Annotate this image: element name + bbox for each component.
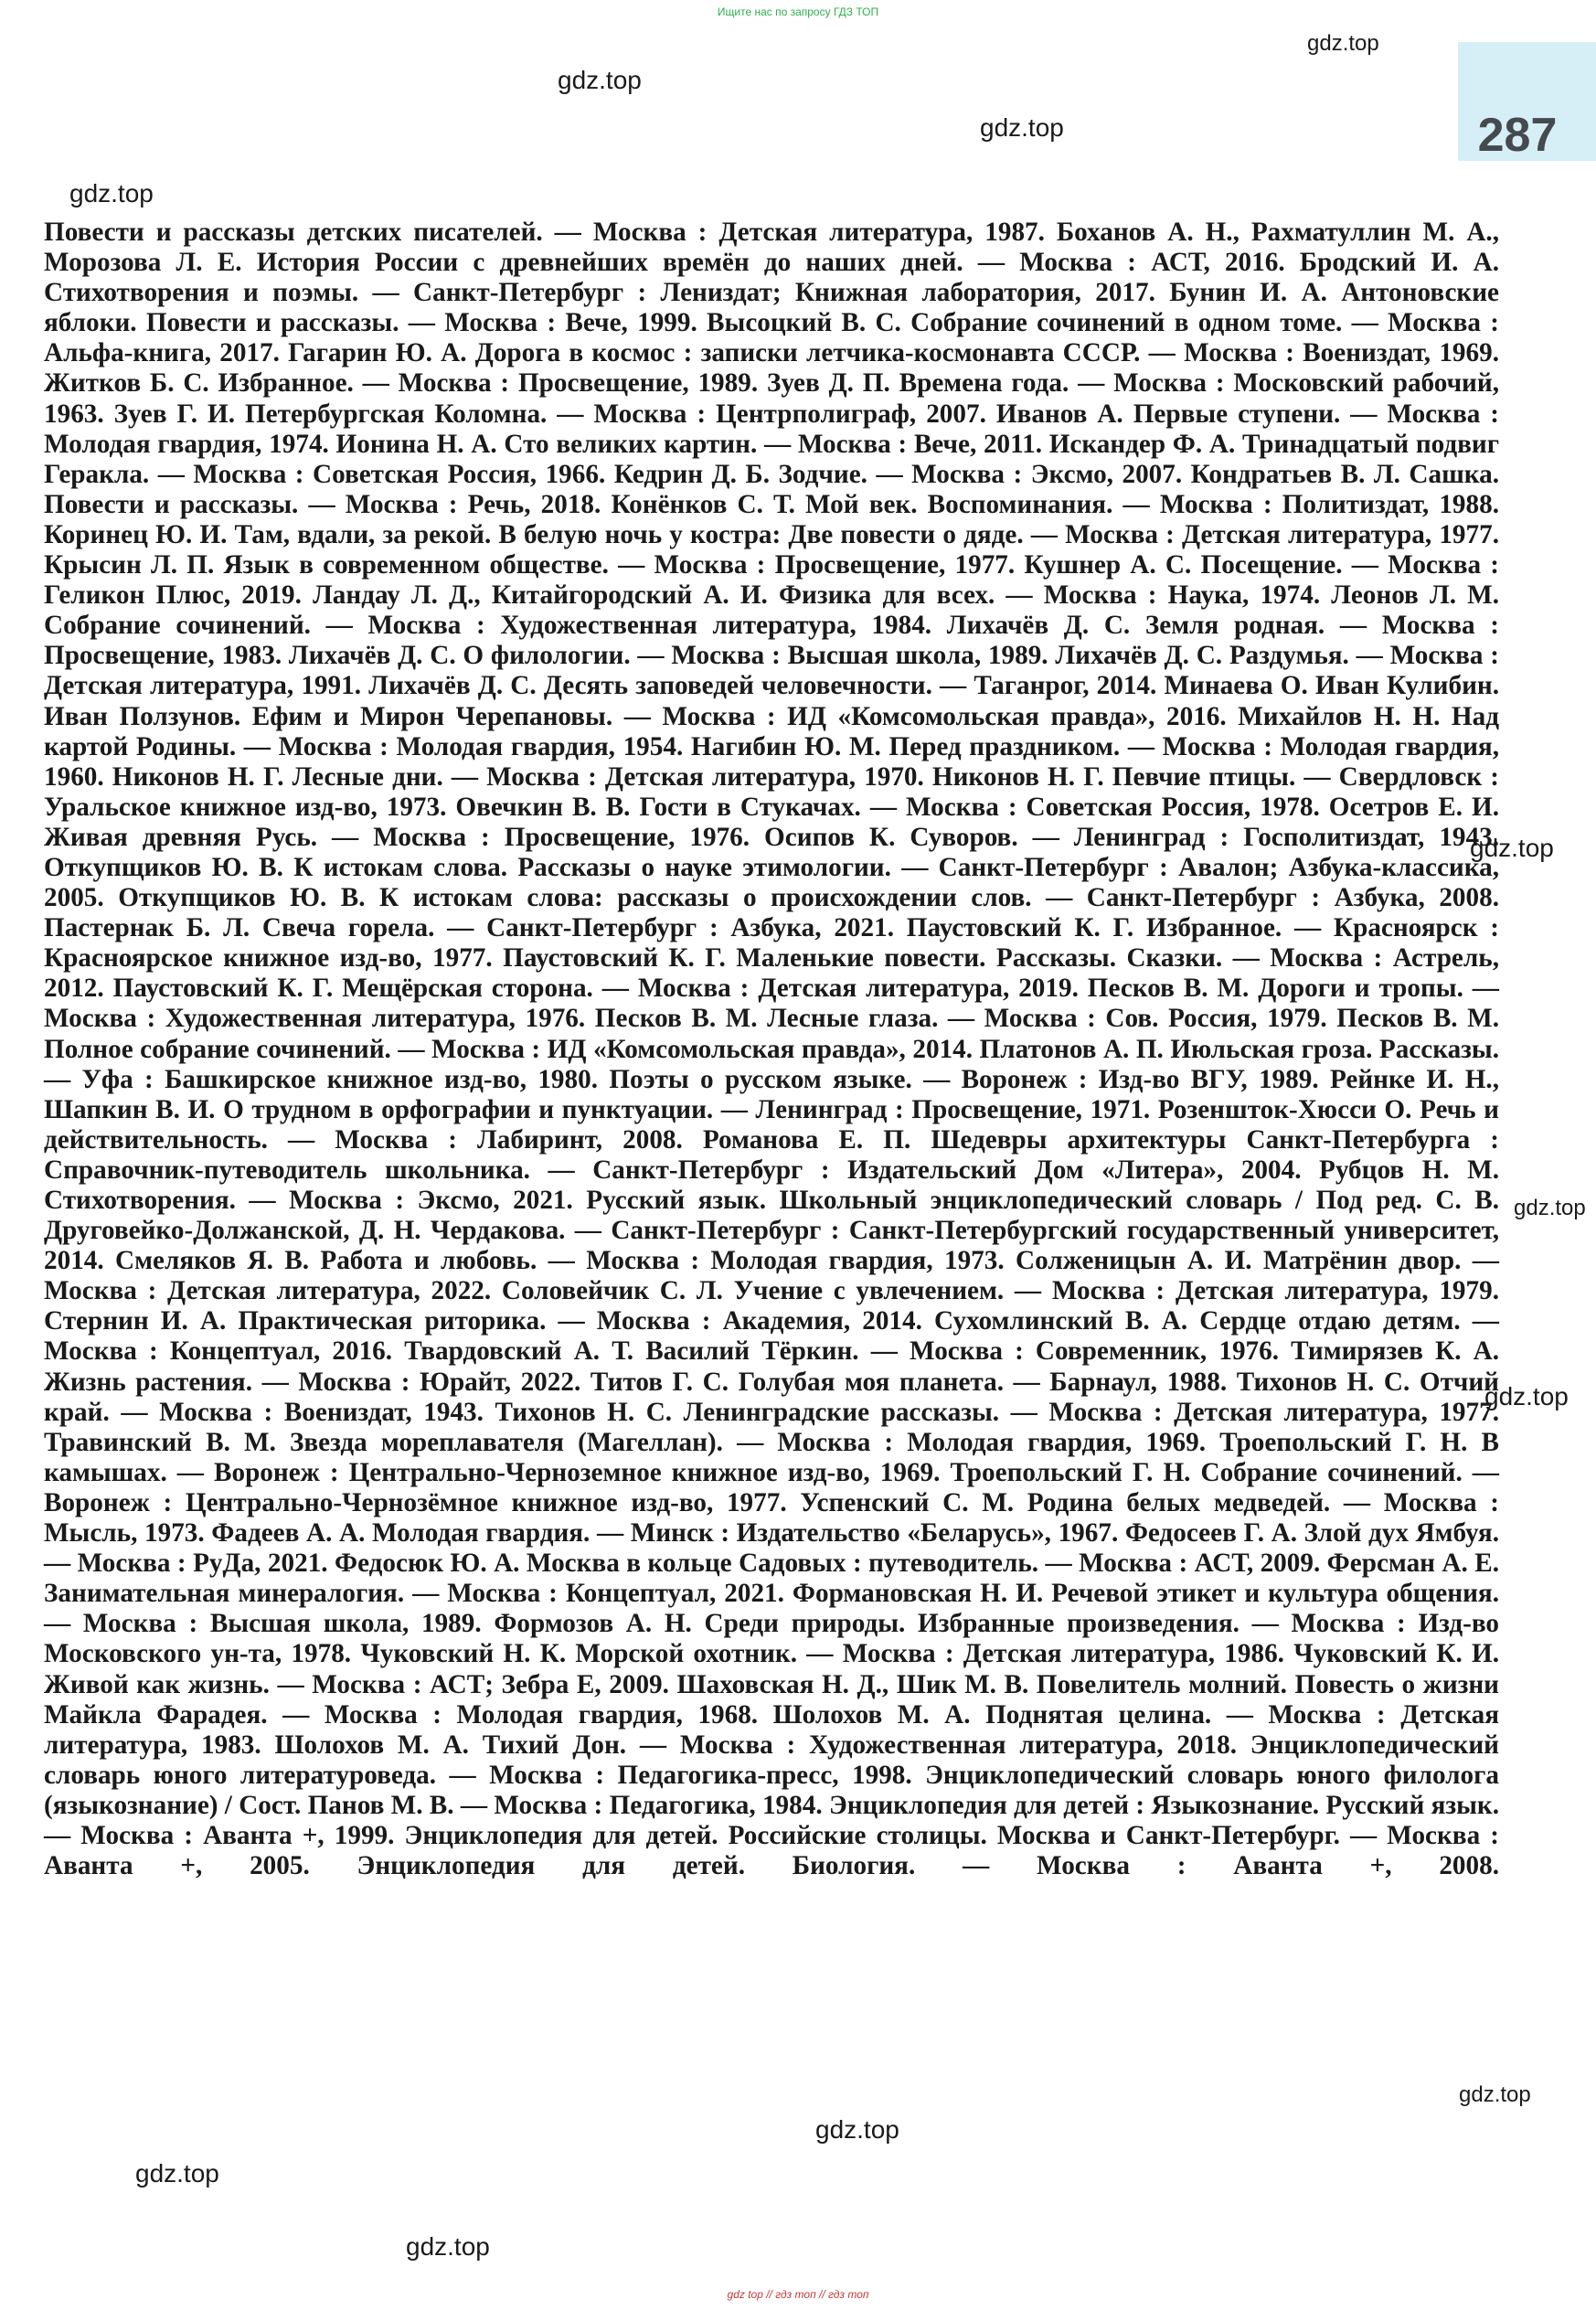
watermark: gdz.top [69, 179, 154, 208]
page-number: 287 [1477, 109, 1558, 162]
watermark: gdz.top [558, 66, 642, 94]
top-banner: Ищите нас по запросу ГДЗ ТОП [717, 5, 879, 18]
watermark: gdz.top [1514, 1196, 1586, 1220]
watermark: gdz.top [980, 113, 1064, 142]
watermark: gdz.top [1484, 1382, 1569, 1410]
watermark: gdz.top [135, 2159, 219, 2188]
watermark: gdz.top [1307, 31, 1379, 56]
watermark: gdz.top [1470, 834, 1554, 862]
watermark: gdz.top [406, 2232, 490, 2261]
watermark: gdz.top [1459, 2082, 1531, 2107]
bottom-banner: gdz top // гдз топ // гдз топ [727, 2288, 869, 2301]
bibliography-text: Повести и рассказы детских писателей. — Москва : Детская литература, 1987. Боханов А. Н., Рахматуллин М. А., Морозова Л. Е. История России с древнейших времён до наших дней. — Москва : АСТ, 2016. Бродский И. А. Стихотворения и поэмы. — Санкт-Петербург : Лениздат; Книжная лаборатория, 2017. Бунин И. А. Антоновские яблоки. Повести и рассказы. — Москва : Вече, 1999. Высоцкий В. С. Собрание сочинений в одном томе. — Москва : Альфа-книга, 2017. Гагарин Ю. А. Дорога в космос : записки летчика-космонавта СССР. — Москва : Воениздат, 1969. Житков Б. С. Избранное. — Москва : Просвещение, 1989. Зуев Д. П. Времена года. — Москва : Московский рабочий, 1963. Зуев Г. И. Петербургская Коломна. — Москва : Центрполиграф, 2007. Иванов А. Первые ступени. — Москва : Молодая гвардия, 1974. Ионина Н. А. Сто великих картин. — Москва : Вече, 2011. Искандер Ф. А. Тринадцатый подвиг Геракла. — Москва : Советская Россия, 1966. Кедрин Д. Б. Зодчие. — Москва : Эксмо, 2007. Кондратьев В. Л. Сашка. Повести и рассказы. — Москва : Речь, 2018. Конёнков С. Т. Мой век. Воспоминания. — Москва : Политиздат, 1988. Коринец Ю. И. Там, вдали, за рекой. В белую ночь у костра: Две повести о дяде. — Москва : Детская литература, 1977. Крысин Л. П. Язык в современном обществе. — Москва : Просвещение, 1977. Кушнер А. С. Посещение. — Москва : Геликон Плюс, 2019. Ландау Л. Д., Китайгородский А. И. Физика для всех. — Москва : Наука, 1974. Леонов Л. М. Собрание сочинений. — Москва : Художественная литература, 1984. Лихачёв Д. С. Земля родная. — Москва : Просвещение, 1983. Лихачёв Д. С. О филологии. — Москва : Высшая школа, 1989. Лихачёв Д. С. Раздумья. — Москва : Детская литература, 1991. Лихачёв Д. С. Десять заповедей человечности. — Таганрог, 2014. Минаева О. Иван Кулибин. Иван Ползунов. Ефим и Мирон Черепановы. — Москва : ИД «Комсомольская правда», 2016. Михайлов Н. Н. Над картой Родины. — Москва : Молодая гвардия, 1954. Нагибин Ю. М. Перед праздником. — Москва : Молодая гвардия, 1960. Никонов Н. Г. Лесные дни. — Москва : Детская литература, 1970. Никонов Н. Г. Певчие птицы. — Свердловск : Уральское книжное изд-во, 1973. Овечкин В. В. Гости в Стукачах. — Москва : Советская Россия, 1978. Осетров Е. И. Живая древняя Русь. — Москва : Просвещение, 1976. Осипов К. Суворов. — Ленинград : Госполитиздат, 1943. Откупщиков Ю. В. К истокам слова. Рассказы о науке этимологии. — Санкт-Петербург : Авалон; Азбука-классика, 2005. Откупщиков Ю. В. К истокам слова: рассказы о происхождении слов. — Санкт-Петербург : Азбука, 2008. Пастернак Б. Л. Свеча горела. — Санкт-Петербург : Азбука, 2021. Паустовский К. Г. Избранное. — Красноярск : Красноярское книжное изд-во, 1977. Паустовский К. Г. Маленькие повести. Рассказы. Сказки. — Москва : Астрель, 2012. Паустовский К. Г. Мещёрская сторона. — Москва : Детская литература, 2019. Песков В. М. Дороги и тропы. — Москва : Художественная литература, 1976. Песков В. М. Лесные глаза. — Москва : Сов. Россия, 1979. Песков В. М. Полное собрание сочинений. — Москва : ИД «Комсомольская правда», 2014. Платонов А. П. Июльская гроза. Рассказы. — Уфа : Башкирское книжное изд-во, 1980. Поэты о русском языке. — Воронеж : Изд-во ВГУ, 1989. Рейнке И. Н., Шапкин В. И. О трудном в орфографии и пунктуации. — Ленинград : Просвещение, 1971. Розеншток-Хюсси О. Речь и действительность. — Москва : Лабиринт, 2008. Романова Е. П. Шедевры архитектуры Санкт-Петербурга : Справочник-путеводитель школьника. — Санкт-Петербург : Издательский Дом «Литера», 2004. Рубцов Н. М. Стихотворения. — Москва : Эксмо, 2021. Русский язык. Школьный энциклопедический словарь / Под ред. С. В. Друговейко-Должанской, Д. Н. Чердакова. — Санкт-Петербург : Санкт-Петербургский государственный университет, 2014. Смеляков Я. В. Работа и любовь. — Москва : Молодая гвардия, 1973. Солженицын А. И. Матрёнин двор. — Москва : Детская литература, 2022. Соловейчик С. Л. Учение с увлечением. — Москва : Детская литература, 1979. Стернин И. А. Практическая риторика. — Москва : Академия, 2014. Сухомлинский В. А. Сердце отдаю детям. — Москва : Концептуал, 2016. Твардовский А. Т. Василий Тёркин. — Москва : Современник, 1976. Тимирязев К. А. Жизнь растения. — Москва : Юрайт, 2022. Титов Г. С. Голубая моя планета. — Барнаул, 1988. Тихонов Н. С. Отчий край. — Москва : Воениздат, 1943. Тихонов Н. С. Ленинградские рассказы. — Москва : Детская литература, 1977. Травинский В. М. Звезда мореплавателя (Магеллан). — Москва : Молодая гвардия, 1969. Троепольский Г. Н. В камышах. — Воронеж : Центрально-Черноземное книжное изд-во, 1969. Троепольский Г. Н. Собрание сочинений. — Воронеж : Центрально-Чернозёмное книжное изд-во, 1977. Успенский С. М. Родина белых медведей. — Москва : Мысль, 1973. Фадеев А. А. Молодая гвардия. — Минск : Издательство «Беларусь», 1967. Федосеев Г. А. Злой дух Ямбуя. — Москва : РуДа, 2021. Федосюк Ю. А. Москва в кольце Садовых : путеводитель. — Москва : АСТ, 2009. Ферсман А. Е. Занимательная минералогия. — Москва : Концептуал, 2021. Формановская Н. И. Речевой этикет и культура общения. — Москва : Высшая школа, 1989. Формозов А. Н. Среди природы. Избранные произведения. — Москва : Изд-во Московского ун-та, 1978. Чуковский Н. К. Морской охотник. — Москва : Детская литература, 1986. Чуковский К. И. Живой как жизнь. — Москва : АСТ; Зебра Е, 2009. Шаховская Н. Д., Шик М. В. Повелитель молний. Повесть о жизни Майкла Фарадея. — Москва : Молодая гвардия, 1968. Шолохов М. А. Поднятая целина. — Москва : Детская литература, 1983. Шолохов М. А. Тихий Дон. — Москва : Художественная литература, 2018. Энциклопедический словарь юного литературоведа. — Москва : Педагогика-пресс, 1998. Энциклопедический словарь юного филолога (языкознание) / Сост. Панов М. В. — Москва : Педагогика, 1984. Энциклопедия для детей : Языкознание. Русский язык. — Москва : Аванта +, 1999. Энциклопедия для детей. Российские столицы. Москва и Санкт-Петербург. — Москва : Аванта +, 2005. Энциклопедия для детей. Биология. — Москва : Аванта +, 2008. [44, 218, 1499, 1881]
watermark: gdz.top [815, 2115, 899, 2144]
